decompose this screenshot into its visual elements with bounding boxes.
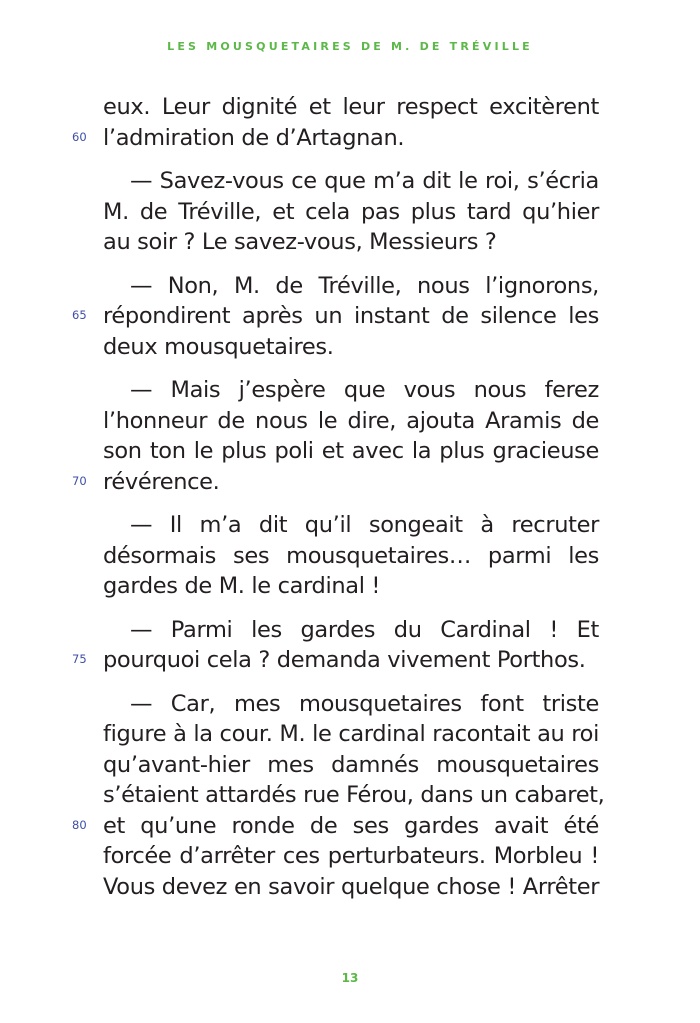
line-number: 80 (72, 817, 87, 832)
body-text (72, 92, 605, 915)
text-line: 80 et qu’une ronde de ses gardes avait été (72, 812, 599, 839)
paragraph (72, 271, 599, 363)
text-line: Vous devez en savoir quelque chose ! Arrêter (103, 873, 600, 900)
text-line: son ton le plus poli et avec la plus gracieuse (103, 438, 599, 464)
text-line: — Mais j’espère que vous nous ferez (130, 377, 599, 403)
text-line: — Car, mes mousquetaires font triste (130, 690, 599, 717)
text-line: M. de Tréville, et cela pas plus tard qu’hier (103, 198, 599, 225)
text-line: forcée d’arrêter ces perturbateurs. Morbleu ! (103, 843, 599, 869)
line-number: 70 (72, 473, 87, 488)
paragraph (103, 510, 599, 602)
line-number: 75 (72, 652, 87, 666)
paragraph (72, 615, 599, 676)
text-line: gardes de M. le cardinal ! (103, 573, 381, 599)
text-line: s’étaient attardés rue Férou, dans un cabaret, (103, 782, 605, 808)
text-line: — Parmi les gardes du Cardinal ! Et (130, 616, 599, 643)
text-line: 60 l’admiration de d’Artagnan. (72, 124, 405, 151)
paragraph (72, 689, 605, 903)
line-number: 60 (72, 129, 87, 144)
text-line: — Non, M. de Tréville, nous l’ignorons, (130, 272, 599, 299)
paragraph (103, 166, 599, 258)
text-line: figure à la cour. M. le cardinal racontait au roi (103, 721, 599, 747)
text-line: deux mousquetaires. (103, 333, 334, 360)
text-line: désormais ses mousquetaires… parmi les (103, 542, 599, 569)
text-line: 75 pourquoi cela ? demanda vivement Porthos. (72, 647, 586, 673)
text-line: au soir ? Le savez-vous, Messieurs ? (103, 229, 497, 255)
paragraph (72, 92, 599, 153)
line-number: 65 (72, 308, 87, 322)
text-line: l’honneur de nous le dire, ajouta Aramis de (103, 407, 599, 434)
text-line: — Il m’a dit qu’il songeait à recruter (130, 512, 599, 538)
text-line: 65 répondirent après un instant de silence les (72, 303, 599, 329)
text-line: — Savez-vous ce que m’a dit le roi, s’écria (130, 168, 599, 194)
running-head: LES MOUSQUETAIRES DE M. DE TRÉVILLE (167, 40, 533, 53)
text-line: 70 révérence. (72, 468, 220, 495)
paragraph (72, 375, 599, 497)
page-number: 13 (341, 971, 359, 985)
text-line: eux. Leur dignité et leur respect excitèrent (103, 94, 599, 120)
text-line: qu’avant-hier mes damnés mousquetaires (103, 751, 599, 778)
